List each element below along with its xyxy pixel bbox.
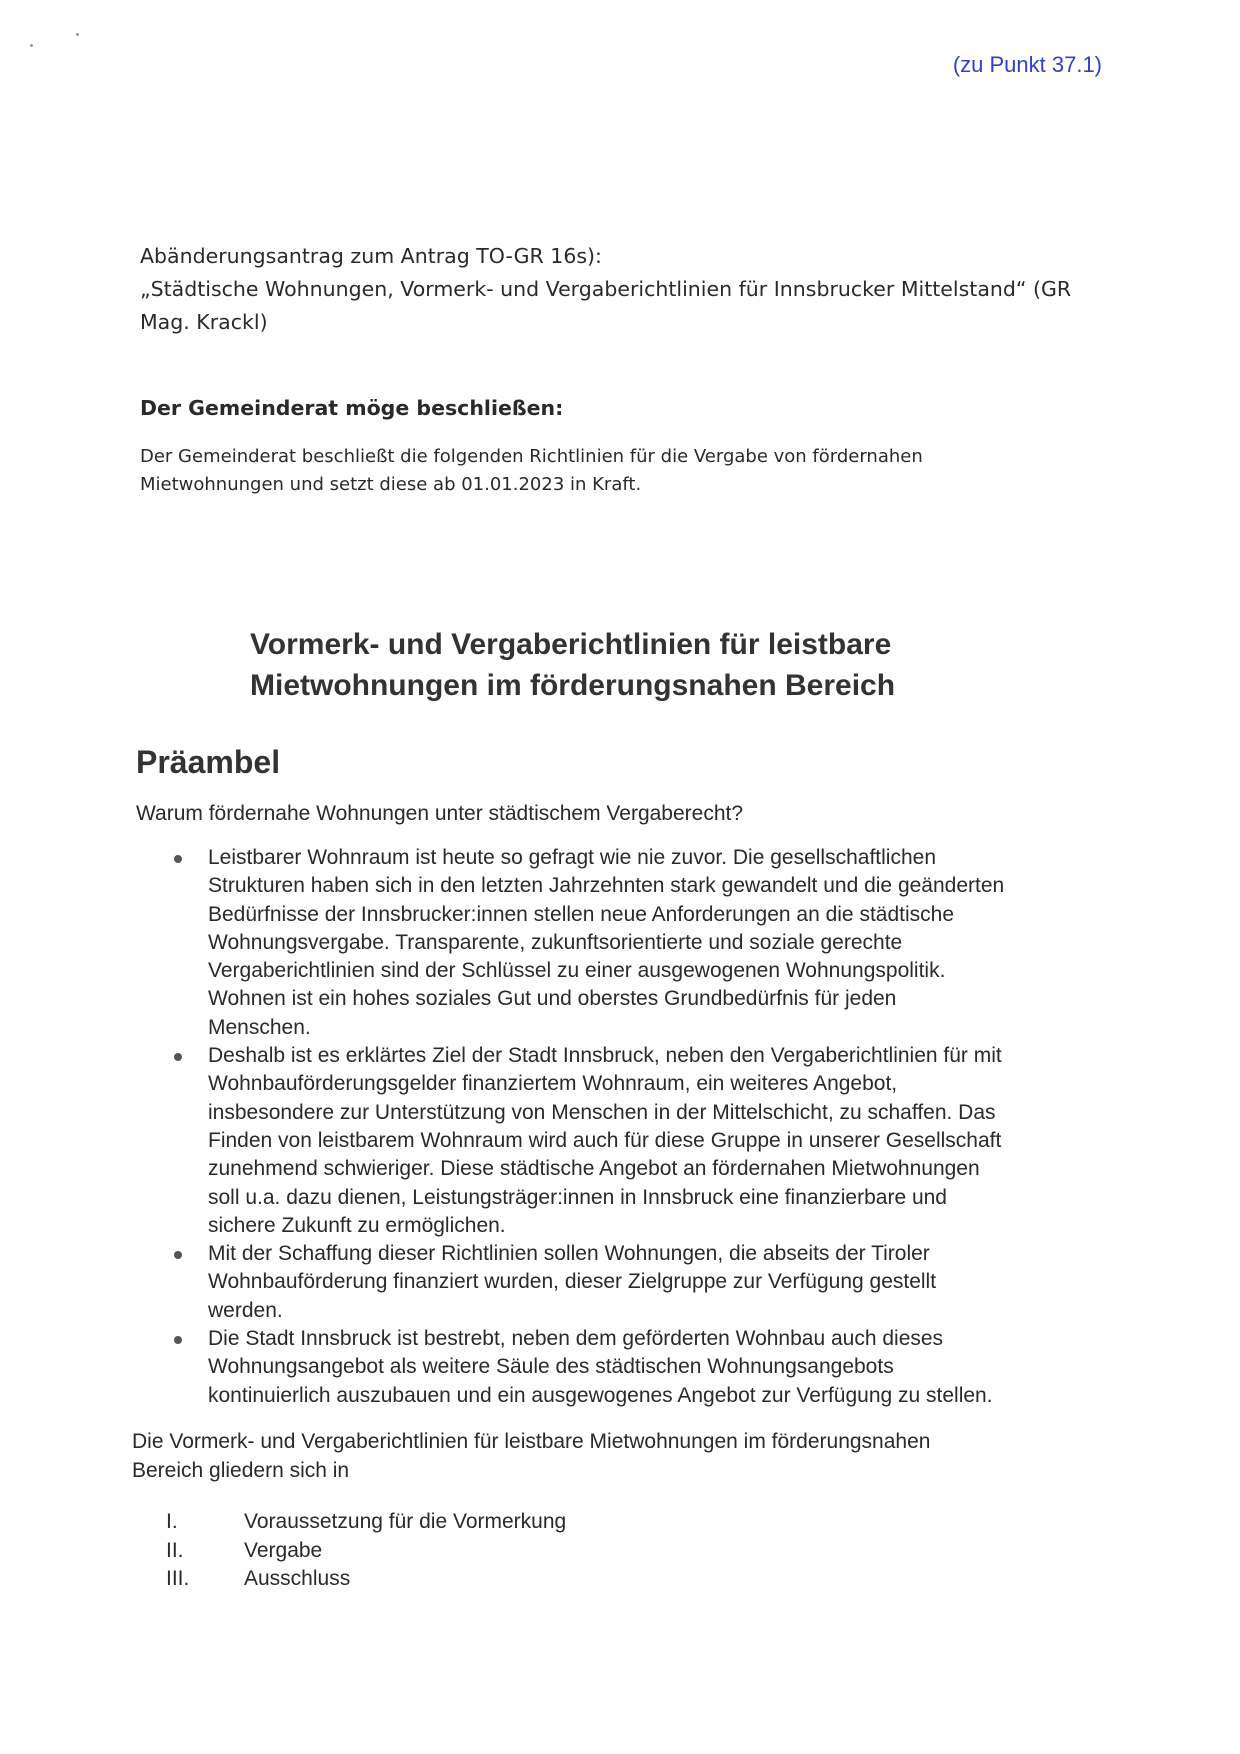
structure-intro-line: Bereich gliedern sich in	[132, 1458, 350, 1482]
amendment-title-line: Mag. Krackl)	[140, 310, 268, 334]
amendment-intro	[140, 240, 1100, 499]
bullet-item	[136, 1325, 1096, 1410]
bullet-line: Mit der Schaffung dieser Richtlinien sollen Wohnungen, die abseits der Tiroler	[208, 1242, 930, 1266]
bullet-line: kontinuierlich auszubauen und ein ausgewogenes Angebot zur Verfügung zu stellen.	[208, 1383, 993, 1407]
structure-intro-line: Die Vormerk- und Vergaberichtlinien für leistbare Mietwohnungen im förderungsnahen	[132, 1430, 931, 1453]
motion-heading: Der Gemeinderat möge beschließen:	[140, 396, 564, 420]
bullet-dot-icon	[174, 1336, 182, 1344]
amendment-title-line: „Städtische Wohnungen, Vormerk- und Vergaberichtlinien für Innsbrucker Mittelstand“ (GR	[140, 277, 1072, 301]
bullet-line: Die Stadt Innsbruck ist bestrebt, neben dem geförderten Wohnbau auch dieses	[208, 1327, 944, 1351]
bullet-line: Wohnungsangebot als weitere Säule des städtischen Wohnungsangebots	[208, 1355, 894, 1379]
outline-label: Vergabe	[244, 1538, 323, 1562]
document-title	[250, 624, 1110, 706]
amendment-title	[140, 240, 1100, 339]
bullet-line: sichere Zukunft zu ermöglichen.	[208, 1213, 506, 1237]
scan-speck	[30, 44, 33, 47]
bullet-line: Wohnungsvergabe. Transparente, zukunftsorientierte und soziale gerechte	[208, 930, 903, 954]
bullet-line: insbesondere zur Unterstützung von Menschen in der Mittelschicht, zu schaffen. Das	[208, 1100, 996, 1124]
bullet-line: Leistbarer Wohnraum ist heute so gefragt wie nie zuvor. Die gesellschaftlichen	[208, 846, 936, 869]
agenda-reference: (zu Punkt 37.1)	[952, 52, 1102, 77]
outline-item	[166, 1565, 566, 1594]
outline-item	[166, 1508, 566, 1537]
document-title-line: Mietwohnungen im förderungsnahen Bereich	[250, 669, 896, 702]
bullet-line: Deshalb ist es erklärtes Ziel der Stadt Innsbruck, neben den Vergaberichtlinien für mit	[208, 1044, 1002, 1068]
outline-number: III.	[166, 1567, 190, 1590]
motion-text-line: Mietwohnungen und setzt diese ab 01.01.2023 in Kraft.	[140, 474, 642, 495]
bullet-item	[136, 1042, 1096, 1240]
bullet-line: Strukturen haben sich in den letzten Jahrzehnten stark gewandelt und die geänderten	[208, 874, 1005, 898]
outline-list	[166, 1508, 566, 1594]
outline-label: Ausschluss	[244, 1567, 351, 1590]
scan-speck	[76, 33, 79, 36]
bullet-line: Wohnbauförderungsgelder finanziertem Wohnraum, ein weiteres Angebot,	[208, 1072, 898, 1096]
structure-intro	[132, 1428, 1092, 1485]
preamble-bullet-list	[136, 844, 1096, 1410]
outline-number: I.	[166, 1510, 178, 1533]
bullet-item	[136, 844, 1096, 1042]
amendment-title-line: Abänderungsantrag zum Antrag TO-GR 16s):	[140, 244, 602, 268]
preamble-question: Warum fördernahe Wohnungen unter städtischem Vergaberecht?	[136, 802, 744, 825]
outline-label: Voraussetzung für die Vormerkung	[244, 1510, 567, 1533]
document-title-line: Vormerk- und Vergaberichtlinien für leistbare	[250, 628, 892, 661]
motion-text-line: Der Gemeinderat beschließt die folgenden Richtlinien für die Vergabe von fördernahen	[140, 446, 923, 467]
bullet-line: Bedürfnisse der Innsbrucker:innen stellen neue Anforderungen an die städtische	[208, 902, 954, 926]
bullet-item	[136, 1240, 1096, 1325]
bullet-dot-icon	[174, 1053, 182, 1061]
outline-item	[166, 1537, 566, 1566]
outline-number: II.	[166, 1538, 184, 1562]
bullet-line: Wohnen ist ein hohes soziales Gut und oberstes Grundbedürfnis für jeden	[208, 987, 897, 1011]
bullet-line: zunehmend schwieriger. Diese städtische Angebot an fördernahen Mietwohnungen	[208, 1157, 980, 1181]
motion-text	[140, 443, 1000, 499]
bullet-line: soll u.a. dazu dienen, Leistungsträger:innen in Innsbruck eine finanzierbare und	[208, 1185, 947, 1209]
section-heading-preamble: Präambel	[136, 744, 281, 780]
bullet-line: Finden von leistbarem Wohnraum wird auch für diese Gruppe in unserer Gesellschaft	[208, 1128, 1002, 1152]
bullet-line: werden.	[208, 1298, 283, 1322]
bullet-line: Vergaberichtlinien sind der Schlüssel zu einer ausgewogenen Wohnungspolitik.	[208, 959, 946, 983]
bullet-dot-icon	[174, 1251, 182, 1259]
bullet-dot-icon	[174, 855, 182, 863]
bullet-line: Wohnbauförderung finanziert wurden, dieser Zielgruppe zur Verfügung gestellt	[208, 1270, 937, 1294]
bullet-line: Menschen.	[208, 1015, 311, 1039]
